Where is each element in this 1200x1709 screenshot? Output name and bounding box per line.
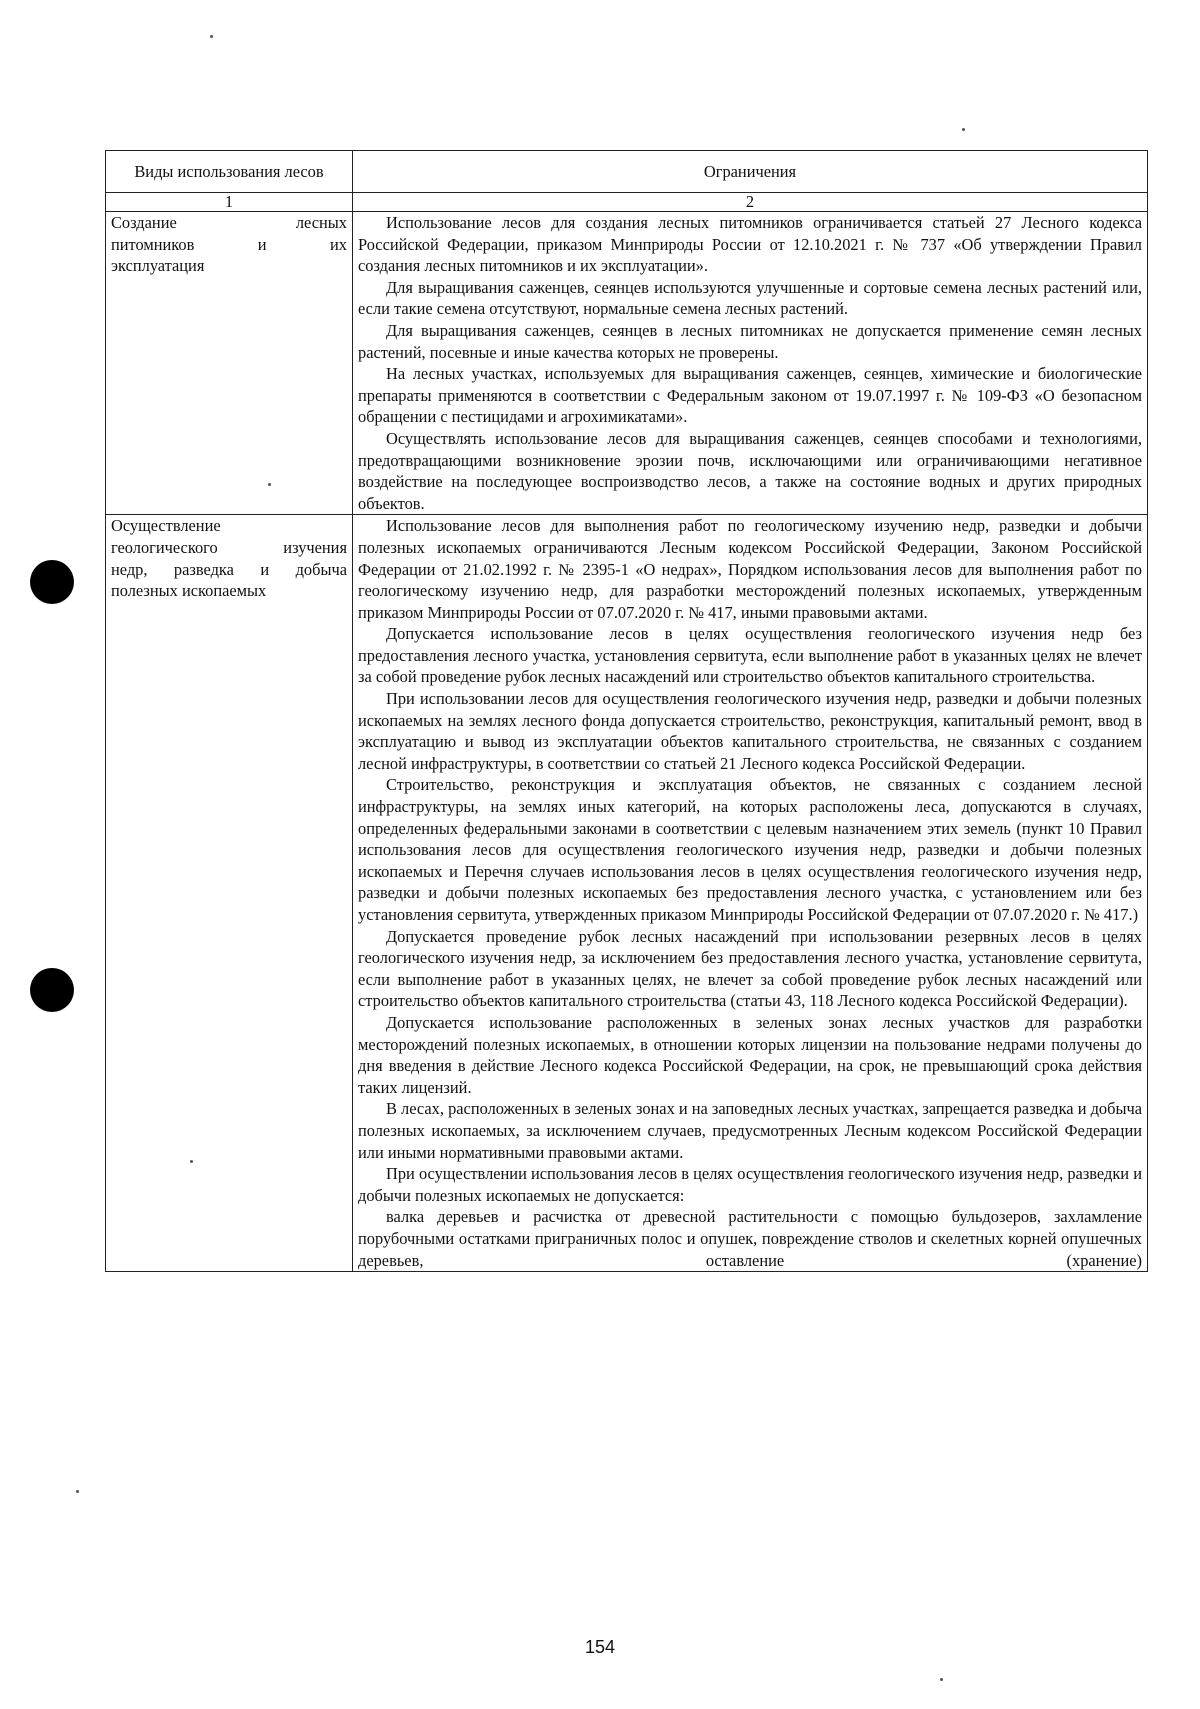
- table-header-row: [106, 151, 1148, 193]
- restriction-paragraph: Использование лесов для выполнения работ по геологическому изучению недр, разведки и добычи полезных ископаемых ограничиваются Лесным кодексом Российской Федерации, Законом Российской Федерации от 21.02.1992 г. № 2395-1 «О недрах», Порядком использования лесов для выполнения работ по геологическому изучению недр, для разработки месторождений полезных ископаемых, утвержденным приказом Минприроды России от 07.07.2020 г. № 417, иными правовыми актами.: [358, 516, 1142, 622]
- table-numbering-row: [106, 193, 1148, 212]
- forest-use-type-line: питомников и их: [111, 234, 347, 254]
- restriction-paragraph: Строительство, реконструкция и эксплуатация объектов, не связанных с созданием лесной инфраструктуры, на землях иных категорий, на которых расположены леса, допускаются в случаях, определенных федеральными законами в соответствии с целевым назначением этих земель (пункт 10 Правил использования лесов для осуществления геологического изучения недр, разведки и добычи полезных ископаемых и Перечня случаев использования лесов в целях осуществления геологического изучения недр, разведки и добычи полезных ископаемых без предоставления лесного участка, с установлением или без установления сервитута, утвержденных приказом Минприроды Российской Федерации от 07.07.2020 г. № 417.): [358, 775, 1142, 924]
- column-number-2: 2: [353, 193, 1148, 212]
- scan-speck: [962, 128, 965, 131]
- restriction-paragraph: Допускается проведение рубок лесных насаждений при использовании резервных лесов в целях геологического изучения недр, за исключением без предоставления лесного участка, установление сервитута, если выполнение работ в указанных целях, не влечет за собой проведение рубок лесных насаждений или строительство объектов капитального строительства (статьи 43, 118 Лесного кодекса Российской Федерации).: [358, 926, 1142, 1011]
- forest-use-type-line: Создание лесных: [111, 213, 347, 232]
- forest-use-type-cell: [106, 515, 353, 1272]
- scan-speck: [76, 1490, 79, 1493]
- restriction-paragraph: Для выращивания саженцев, сеянцев в лесных питомниках не допускается применение семян лесных растений, посевные и иные качества которых не проверены.: [358, 320, 1142, 362]
- forest-use-type-line: эксплуатация: [111, 256, 205, 276]
- forest-use-type-line: Осуществление: [111, 516, 221, 536]
- restriction-paragraph: При осуществлении использования лесов в целях осуществления геологического изучения недр, разведки и добычи полезных ископаемых не допускается:: [358, 1164, 1142, 1205]
- restrictions-cell: [353, 212, 1148, 515]
- restriction-paragraph: Использование лесов для создания лесных питомников ограничивается статьей 27 Лесного кодекса Российской Федерации, приказом Минприроды России от 12.10.2021 г. № 737 «Об утверждении Правил создания лесных питомников и их эксплуатации».: [358, 213, 1142, 276]
- forest-use-type-line: полезных ископаемых: [111, 581, 267, 601]
- table-row: [106, 515, 1148, 1272]
- scan-speck: [210, 35, 213, 38]
- restrictions-cell: [353, 515, 1148, 1272]
- restriction-paragraph: Допускается использование лесов в целях осуществления геологического изучения недр без предоставления лесного участка, установления сервитута, если выполнение работ в указанных целях не влечет за собой проведение рубок лесных насаждений или строительство объектов капитального строительства.: [358, 624, 1142, 687]
- punch-hole-bottom: [30, 968, 74, 1012]
- restriction-paragraph: В лесах, расположенных в зеленых зонах и на заповедных лесных участках, запрещается разведка и добыча полезных ископаемых, за исключением случаев, предусмотренных Лесным кодексом Российской Федерации или иными нормативными правовыми актами.: [358, 1099, 1142, 1162]
- restriction-paragraph: Для выращивания саженцев, сеянцев используются улучшенные и сортовые семена лесных растений или, если такие семена отсутствуют, нормальные семена лесных растений.: [358, 277, 1142, 319]
- table-row: [106, 212, 1148, 515]
- restriction-paragraph: На лесных участках, используемых для выращивания саженцев, сеянцев, химические и биологические препараты применяются в соответствии с Федеральным законом от 19.07.1997 г. № 109-ФЗ «О безопасном обращении с пестицидами и агрохимикатами».: [358, 364, 1142, 427]
- column-number-1: 1: [106, 193, 353, 212]
- scan-speck: [940, 1678, 943, 1681]
- forest-use-type-line: геологического изучения: [111, 537, 347, 557]
- header-restrictions: Ограничения: [353, 151, 1148, 193]
- restrictions-table: [105, 150, 1148, 1272]
- restriction-paragraph: валка деревьев и расчистка от древесной растительности с помощью бульдозеров, захламление порубочными остатками приграничных полос и опушек, повреждение стволов и скелетных корней опушечных деревьев, оставление (хранение): [358, 1207, 1142, 1270]
- forest-use-type-cell: [106, 212, 353, 515]
- header-forest-use-types: Виды использования лесов: [106, 151, 353, 193]
- restriction-paragraph: Осуществлять использование лесов для выращивания саженцев, сеянцев способами и технологиями, предотвращающими возникновение эрозии почв, исключающими или ограничивающими негативное воздействие на последующее воспроизводство лесов, а также на состояние водных и других природных объектов.: [358, 428, 1142, 513]
- forest-use-type-line: недр, разведка и добыча: [111, 559, 347, 579]
- punch-hole-top: [30, 560, 74, 604]
- restriction-paragraph: Допускается использование расположенных в зеленых зонах лесных участков для разработки месторождений полезных ископаемых, в отношении которых лицензии на пользование недрами получены до дня введения в действие Лесного кодекса Российской Федерации, на срок, не превышающий срока действия таких лицензий.: [358, 1012, 1142, 1097]
- restriction-paragraph: При использовании лесов для осуществления геологического изучения недр, разведки и добычи полезных ископаемых на землях лесного фонда допускается строительство, реконструкция, капитальный ремонт, ввод в эксплуатацию и вывод из эксплуатации объектов капитального строительства, не связанных с созданием лесной инфраструктуры, в соответствии со статьей 21 Лесного кодекса Российской Федерации.: [358, 689, 1142, 773]
- page-number: 154: [584, 1637, 616, 1657]
